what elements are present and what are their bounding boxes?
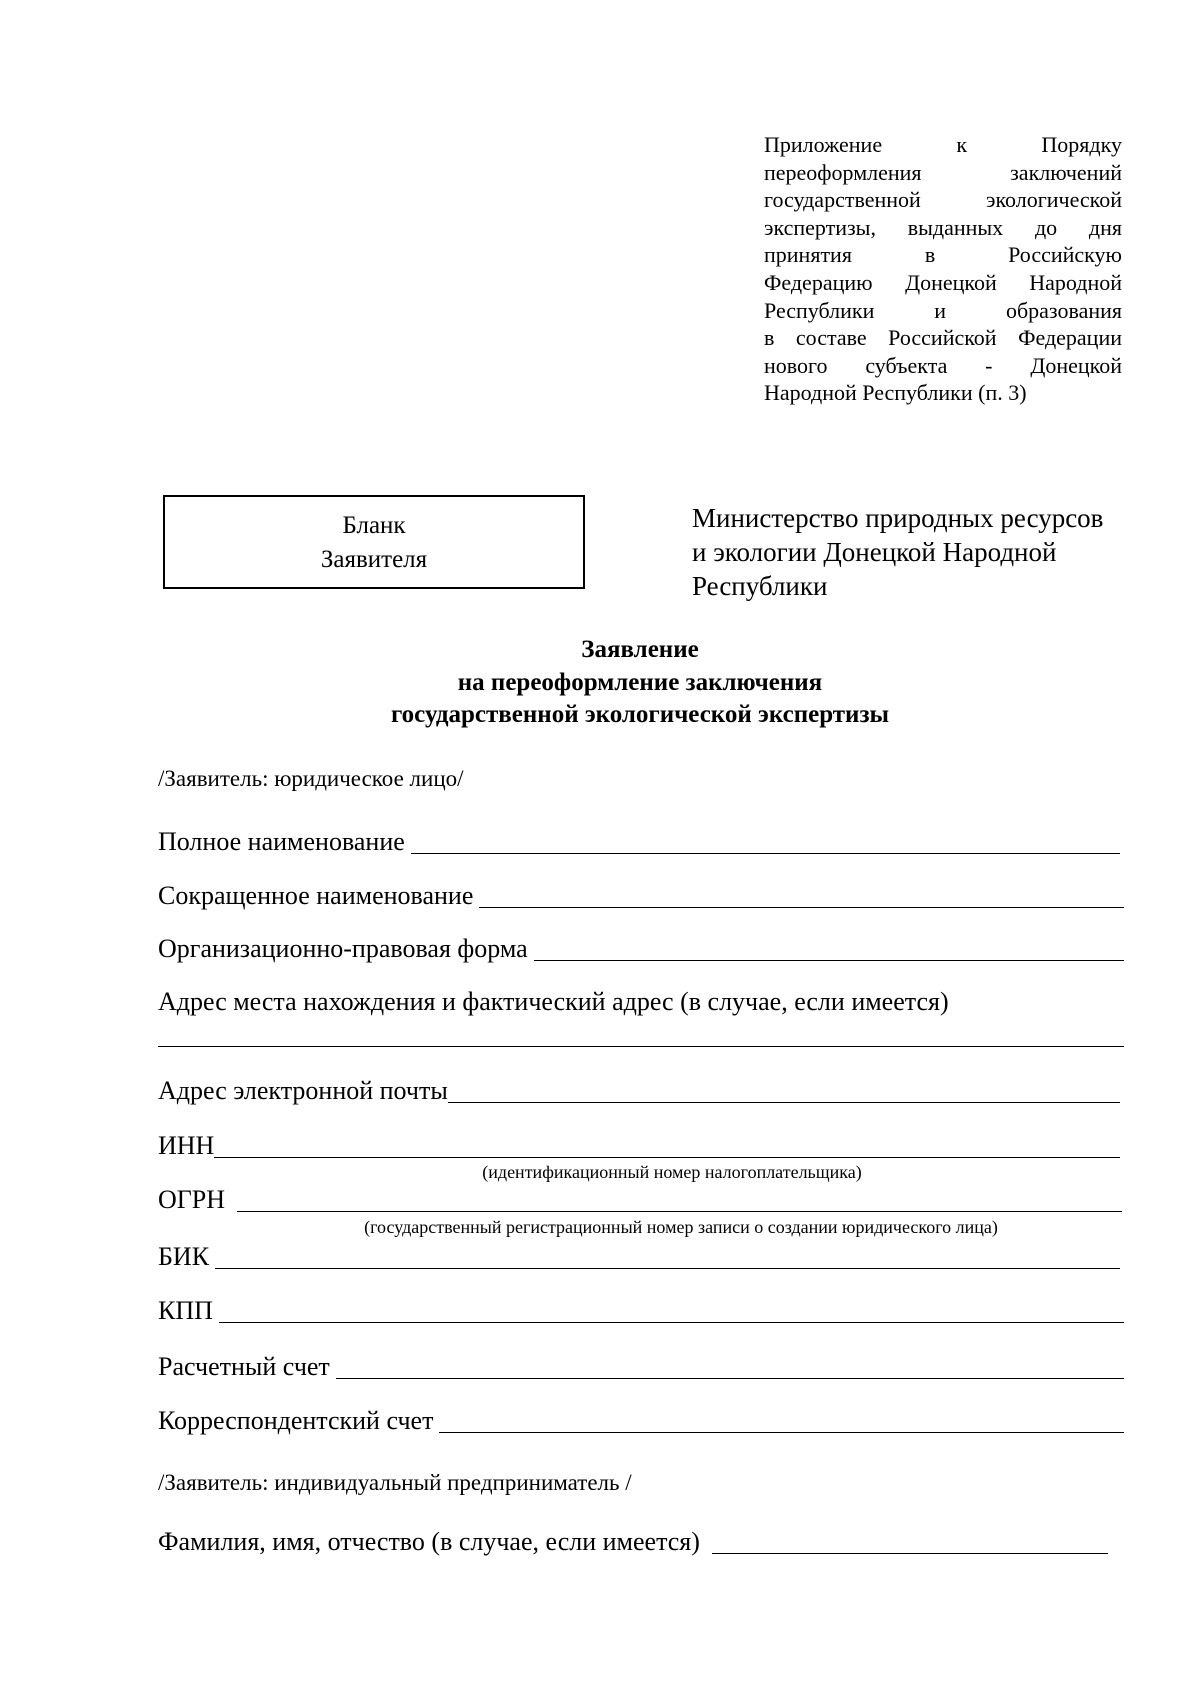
bik-field — [158, 1238, 1120, 1272]
email-field — [158, 1072, 1120, 1106]
settlement-account-field — [158, 1348, 1124, 1382]
short-name-label: Сокращенное наименование — [158, 881, 474, 910]
full-name-input-line[interactable] — [411, 853, 1120, 854]
appendix-line: Федерацию Донецкой Народной — [764, 269, 1122, 295]
inn-hint: (идентификационный номер налогоплательщика) — [482, 1162, 862, 1182]
appendix-note — [764, 131, 1122, 407]
blank-label: Бланк — [342, 512, 406, 539]
inn-label: ИНН — [158, 1131, 215, 1160]
appendix-line: нового субъекта - Донецкой — [764, 352, 1122, 378]
ministry-line: Министерство природных ресурсов — [692, 503, 1104, 533]
address-field — [158, 983, 1124, 1017]
applicant-label: Заявителя — [320, 546, 428, 573]
inn-input-line[interactable] — [214, 1157, 1120, 1158]
kpp-field — [158, 1292, 1124, 1326]
kpp-input-line[interactable] — [219, 1322, 1124, 1323]
appendix-line: принятия в Российскую — [764, 242, 1122, 268]
full-name-label: Полное наименование — [158, 827, 405, 856]
fio-label: Фамилия, имя, отчество (в случае, если имеется) — [158, 1527, 700, 1556]
kpp-label: КПП — [158, 1296, 213, 1325]
bik-input-line[interactable] — [215, 1268, 1120, 1269]
email-label: Адрес электронной почты — [158, 1076, 448, 1105]
section-individual-entrepreneur: /Заявитель: индивидуальный предприниматель / — [158, 1470, 632, 1495]
correspondent-account-field — [158, 1402, 1124, 1436]
document-title — [200, 634, 1080, 732]
title-line: Заявление — [581, 636, 699, 663]
appendix-line: в составе Российской Федерации — [764, 325, 1122, 351]
legal-form-field — [158, 930, 1124, 964]
legal-form-input-line[interactable] — [534, 960, 1124, 961]
settlement-account-label: Расчетный счет — [158, 1352, 330, 1381]
bik-label: БИК — [158, 1242, 210, 1271]
ogrn-label: ОГРН — [158, 1185, 226, 1214]
legal-form-label: Организационно-правовая форма — [158, 934, 528, 963]
appendix-line: Народной Республики (п. 3) — [764, 380, 1027, 406]
ministry-line: и экологии Донецкой Народной — [692, 537, 1057, 567]
ogrn-field — [158, 1181, 1122, 1215]
email-input-line[interactable] — [448, 1102, 1120, 1103]
short-name-field — [158, 877, 1124, 911]
appendix-line: экспертизы, выданных до дня — [764, 214, 1122, 240]
fio-input-line[interactable] — [712, 1553, 1108, 1554]
appendix-line: Приложение к Порядку — [764, 132, 1122, 157]
full-name-field — [158, 823, 1120, 857]
title-line: на переоформление заключения — [457, 668, 823, 696]
appendix-line: переоформления заключений — [764, 159, 1122, 185]
settlement-account-input-line[interactable] — [336, 1378, 1124, 1379]
ogrn-input-line[interactable] — [237, 1211, 1122, 1212]
ministry-line: Республики — [692, 571, 828, 601]
applicant-letterhead-box — [163, 495, 585, 589]
correspondent-account-input-line[interactable] — [439, 1432, 1124, 1433]
address-input-line[interactable] — [158, 1046, 1124, 1047]
fio-field — [158, 1523, 1108, 1557]
section-legal-entity: /Заявитель: юридическое лицо/ — [158, 766, 464, 791]
correspondent-account-label: Корреспондентский счет — [158, 1406, 434, 1435]
title-line: государственной экологической экспертизы — [390, 701, 890, 728]
ogrn-hint: (государственный регистрационный номер записи о создании юридического лица) — [364, 1217, 998, 1237]
inn-field — [158, 1127, 1120, 1161]
appendix-line: государственной экологической — [764, 187, 1122, 213]
address-label: Адрес места нахождения и фактический адрес (в случае, если имеется) — [158, 987, 949, 1016]
short-name-input-line[interactable] — [479, 907, 1124, 908]
recipient-ministry — [692, 501, 1132, 603]
appendix-line: Республики и образования — [764, 297, 1122, 323]
